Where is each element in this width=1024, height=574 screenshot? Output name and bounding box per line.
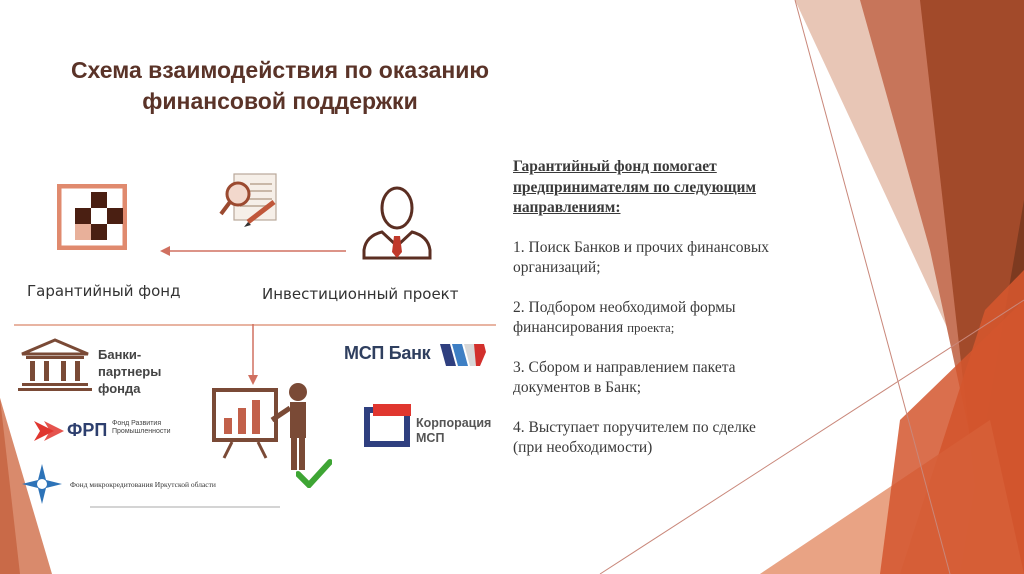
checkmark-icon xyxy=(296,458,332,488)
guarantee-fund-label: Гарантийный фонд xyxy=(27,282,181,300)
direction-item-3: 3. Сбором и направлением пакета документов в Банк; xyxy=(513,358,736,396)
frp-subtitle: Фонд Развития Промышленности xyxy=(112,420,171,435)
businessman-icon xyxy=(358,184,436,260)
microcredit-fund-label: Фонд микрокредитования Иркутской области xyxy=(70,480,216,489)
document-search-icon xyxy=(218,172,282,230)
direction-item-4: 4. Выступает поручителем по сделке (при необходимости) xyxy=(513,418,756,456)
msp-bank-logo-icon xyxy=(440,342,486,368)
direction-item-2: 2. Подбором необходимой формы финансирования проекта; xyxy=(513,298,736,336)
msp-corp-logo-icon xyxy=(364,402,414,448)
microcredit-logo-icon xyxy=(22,464,62,504)
investment-project-label: Инвестиционный проект xyxy=(262,285,459,303)
frp-label: ФРП xyxy=(67,420,108,440)
bottom-separator xyxy=(90,506,280,509)
frp-logo-icon xyxy=(34,421,64,441)
banks-partners-label: Банки- партнеры фонда xyxy=(98,347,162,396)
arrow-down-icon xyxy=(246,324,260,386)
msp-bank-label: МСП Банк xyxy=(344,343,431,363)
directions-heading: Гарантийный фонд помогает предпринимателям по следующим направлениям: xyxy=(513,158,757,216)
direction-item-1: 1. Поиск Банков и прочих финансовых организаций; xyxy=(513,238,769,276)
page-title: Схема взаимодействия по оказанию финансовой поддержки xyxy=(70,57,490,114)
directions-text xyxy=(513,157,843,459)
msp-corporation-label: Корпорация МСП xyxy=(416,416,492,445)
arrow-left-icon xyxy=(158,245,348,257)
fund-logo-icon xyxy=(57,184,127,250)
bank-building-icon xyxy=(18,338,92,392)
